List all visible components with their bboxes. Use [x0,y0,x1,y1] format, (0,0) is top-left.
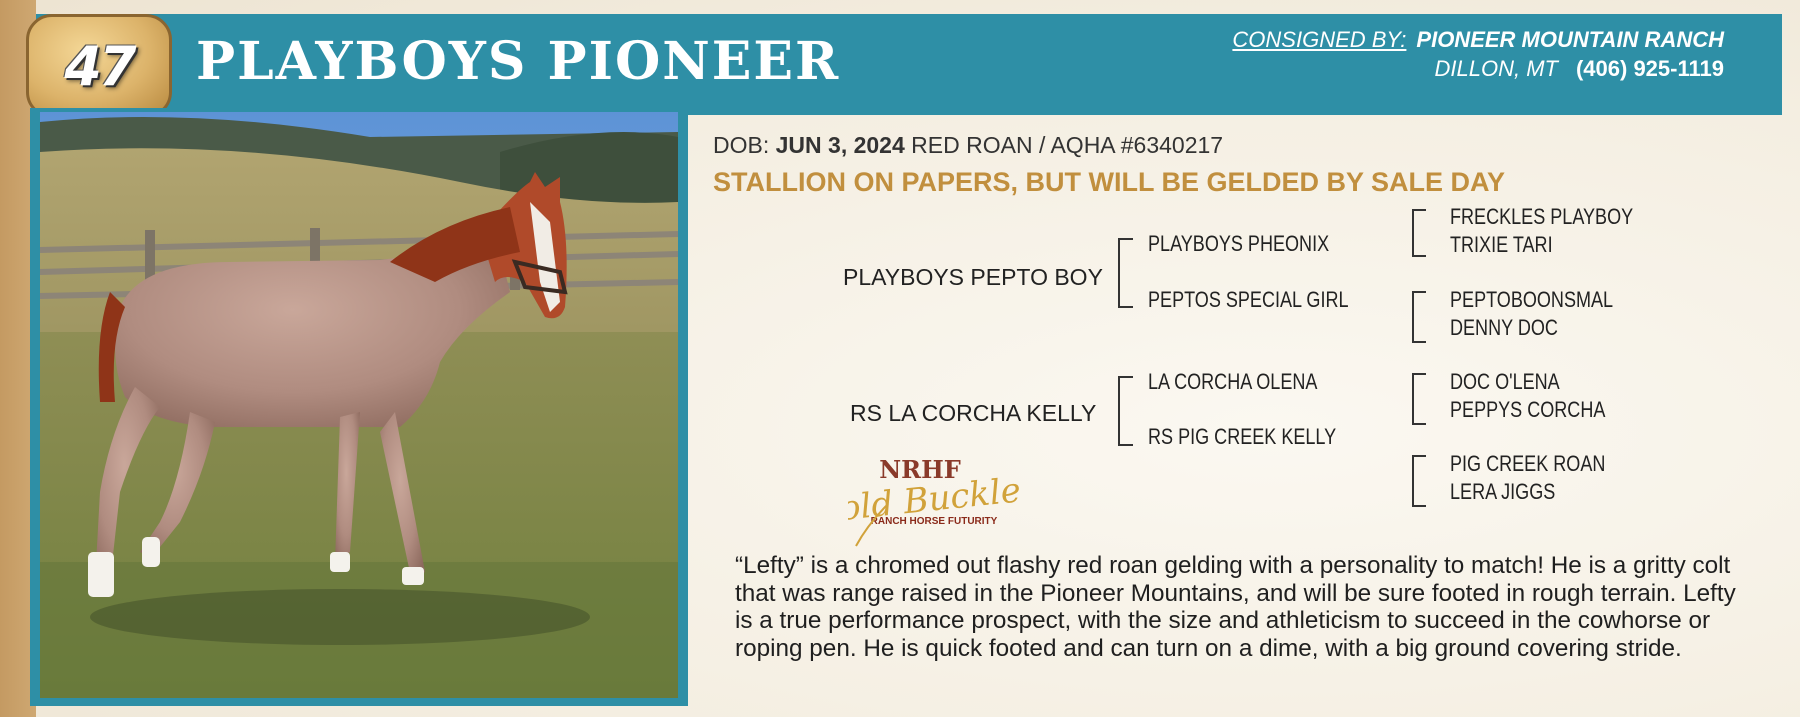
dam-sire-dam: PEPPYS CORCHA [1450,397,1606,422]
sire-dam: PEPTOS SPECIAL GIRL [1148,287,1349,312]
sire-sire-bracket [1412,209,1426,257]
dam-dam-sire: PIG CREEK ROAN [1450,451,1606,476]
dam-sire-bracket [1412,373,1426,425]
sire-dam-sire: PEPTOBOONSMAL [1450,287,1614,312]
dam-dam: RS PIG CREEK KELLY [1148,424,1337,449]
sire-sire-dam: TRIXIE TARI [1450,232,1553,257]
sire-dam-bracket [1412,291,1426,343]
lot-badge [26,14,172,118]
ranch-location: DILLON, MT [1434,56,1558,81]
ranch-phone: (406) 925-1119 [1575,56,1724,81]
consigned-by-label: CONSIGNED BY: [1232,27,1407,52]
sire-sire: PLAYBOYS PHEONIX [1148,231,1330,256]
logo-script-text: Gold Buckle [848,470,1023,532]
horse-details [713,128,1505,199]
dam-dam-bracket [1412,455,1426,507]
consignor-line-2 [1232,54,1724,83]
logo-sub-text: RANCH HORSE FUTURITY [870,516,998,527]
dam-sire-sire: DOC O'LENA [1450,369,1560,394]
horse-name: PLAYBOYS PIONEER [196,31,841,92]
horse-photo [40,112,678,698]
sire-sire-sire: FRECKLES PLAYBOY [1450,204,1634,229]
dob-line [713,128,1505,162]
gelding-notice: STALLION ON PAPERS, BUT WILL BE GELDED BY SALE DAY [713,167,1506,197]
dob-label: DOB: [713,132,770,158]
horse-description: “Lefty” is a chromed out flashy red roan gelding with a personality to match! He is a gritty colt that was range raised in the Pioneer Mountains, and will be sure footed in rough terrain. Lefty is a true performance prospect, with the size and athleticism to succeed in the cowhorse or roping pen. He is quick footed and can turn on a dime, with a big ground covering stride. [735,552,1736,662]
sire-dam-dam: DENNY DOC [1450,315,1558,340]
sire: PLAYBOYS PEPTO BOY [843,264,1103,290]
ranch-name: PIONEER MOUNTAIN RANCH [1416,27,1724,52]
lot-number: 47 [64,34,134,98]
gold-buckle-futurity-logo [848,454,1038,550]
dam: RS LA CORCHA KELLY [850,400,1097,426]
consignor-line-1 [1232,25,1724,54]
consignor-info [1232,25,1724,83]
dam-dam-dam: LERA JIGGS [1450,479,1556,504]
sire-bracket [1118,238,1133,308]
dam-bracket [1118,376,1133,446]
dam-sire: LA CORCHA OLENA [1148,369,1318,394]
logo-top-text: NRHF [879,455,961,484]
color-registration: RED ROAN / AQHA #6340217 [911,132,1224,158]
dob-value: JUN 3, 2024 [775,132,905,158]
